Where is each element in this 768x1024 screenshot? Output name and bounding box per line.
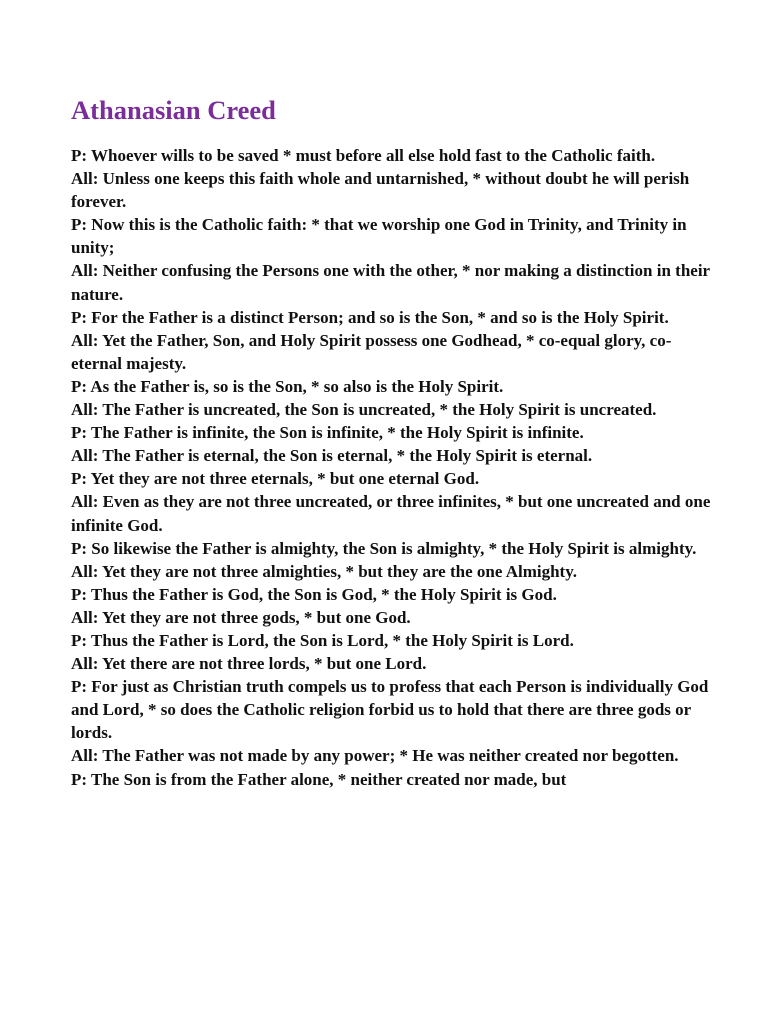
creed-line: All: Unless one keeps this faith whole and untarnished, * without doubt he will perish forever. bbox=[71, 169, 690, 212]
creed-line: P: Yet they are not three eternals, * but one eternal God. bbox=[71, 469, 480, 489]
creed-line: P: So likewise the Father is almighty, the Son is almighty, * the Holy Spirit is almighty. bbox=[71, 538, 697, 558]
creed-line: P: The Son is from the Father alone, * neither created nor made, but bbox=[71, 769, 567, 789]
creed-line: All: The Father was not made by any power; * He was neither created nor begotten. bbox=[71, 746, 679, 766]
creed-line: P: Thus the Father is Lord, the Son is Lord, * the Holy Spirit is Lord. bbox=[71, 630, 574, 650]
document-title: Athanasian Creed bbox=[71, 95, 276, 125]
creed-line: All: Yet they are not three almighties, * but they are the one Almighty. bbox=[71, 561, 578, 581]
creed-line: All: Yet they are not three gods, * but one God. bbox=[71, 607, 411, 627]
creed-line: All: Yet the Father, Son, and Holy Spirit possess one Godhead, * co-equal glory, co-eternal majesty. bbox=[71, 330, 672, 373]
creed-line: All: Neither confusing the Persons one with the other, * nor making a distinction in their nature. bbox=[71, 261, 710, 304]
creed-line: All: Yet there are not three lords, * but one Lord. bbox=[71, 654, 427, 674]
creed-line: P: For the Father is a distinct Person; and so is the Son, * and so is the Holy Spirit. bbox=[71, 307, 669, 327]
creed-line: P: Whoever wills to be saved * must before all else hold fast to the Catholic faith. bbox=[71, 146, 656, 165]
creed-text bbox=[71, 144, 711, 791]
creed-line: P: Now this is the Catholic faith: * that we worship one God in Trinity, and Trinity in unity; bbox=[71, 215, 687, 258]
creed-line: P: The Father is infinite, the Son is infinite, * the Holy Spirit is infinite. bbox=[71, 423, 584, 443]
creed-line: All: Even as they are not three uncreated, or three infinites, * but one uncreated and one infinite God. bbox=[71, 492, 711, 535]
creed-line: P: For just as Christian truth compels us to profess that each Person is individually God and Lord, * so does the Catholic religion forbid us to hold that there are three gods or lords. bbox=[71, 677, 709, 743]
creed-line: All: The Father is eternal, the Son is eternal, * the Holy Spirit is eternal. bbox=[71, 446, 593, 466]
creed-line: P: Thus the Father is God, the Son is God, * the Holy Spirit is God. bbox=[71, 584, 557, 604]
creed-line: P: As the Father is, so is the Son, * so also is the Holy Spirit. bbox=[71, 376, 504, 396]
creed-line: All: The Father is uncreated, the Son is uncreated, * the Holy Spirit is uncreated. bbox=[71, 400, 657, 420]
